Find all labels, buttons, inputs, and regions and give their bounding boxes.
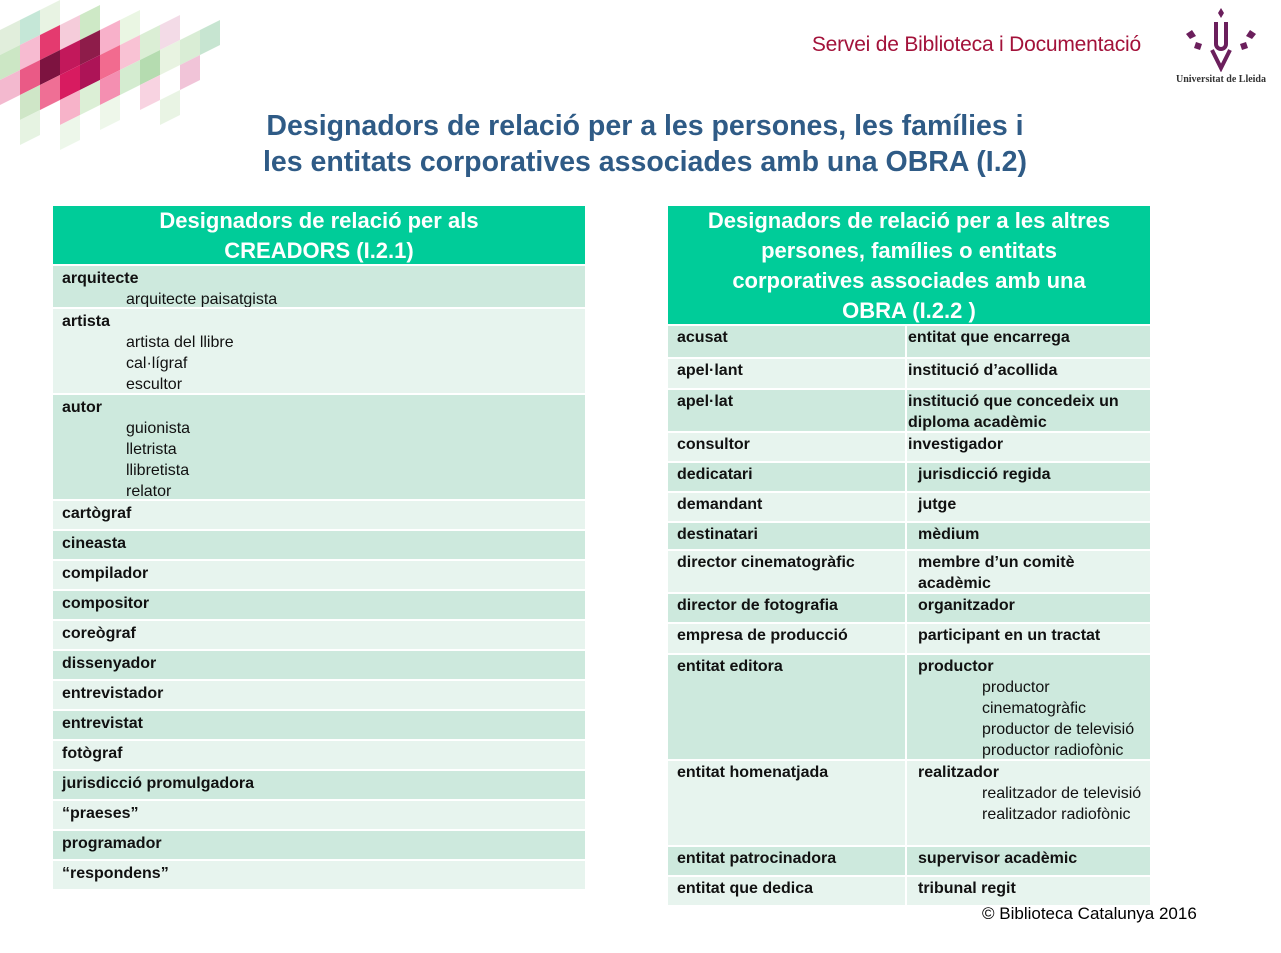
university-logo	[1166, 6, 1276, 92]
designator-term: fotògraf	[62, 745, 123, 762]
designator-term: autor	[62, 399, 102, 416]
designator-term-right: realitzador	[918, 764, 999, 781]
university-name: Universitat de Lleida	[1176, 74, 1266, 85]
table-row	[53, 679, 585, 709]
designator-cell-right	[907, 761, 1150, 845]
designator-term: dissenyador	[62, 655, 157, 672]
table-row	[53, 589, 585, 619]
page-title	[180, 108, 1110, 180]
designator-subterm: llibretista	[126, 462, 190, 479]
designator-term-left: entitat editora	[668, 655, 907, 759]
designator-term-right: entitat que encarrega	[908, 329, 1070, 346]
designator-subterm: escultor	[126, 376, 183, 393]
designator-subterm: guionista	[126, 420, 191, 437]
designator-term-left: demandant	[668, 493, 907, 521]
designator-term: entrevistat	[62, 715, 143, 732]
table-row	[53, 859, 585, 889]
designator-term-right: jurisdicció regida	[918, 466, 1051, 483]
designator-subterm: realitzador de televisió	[982, 785, 1142, 802]
table-row	[668, 592, 1150, 622]
designator-term-right: participant en un tractat	[918, 627, 1101, 644]
designator-term-left: entitat patrocinadora	[668, 847, 907, 875]
designator-term-right: tribunal regit	[918, 880, 1016, 897]
table-row	[668, 549, 1150, 592]
designator-term: cartògraf	[62, 505, 132, 522]
designator-subterm: relator	[126, 483, 172, 499]
designator-term-right: supervisor acadèmic	[918, 850, 1078, 867]
designator-term-left: entitat homenatjada	[668, 761, 907, 845]
designator-term: compositor	[62, 595, 150, 612]
table-row	[53, 499, 585, 529]
table-row	[53, 709, 585, 739]
designator-subterm: lletrista	[126, 441, 177, 458]
table-row	[668, 388, 1150, 431]
service-name: Servei de Biblioteca i Documentació	[811, 33, 1141, 56]
creators-header-line-1: Designadors de relació per als	[159, 208, 479, 233]
designator-term-right: jutge	[918, 496, 957, 513]
table-row	[668, 357, 1150, 388]
designator-term-left: consultor	[668, 433, 907, 461]
designator-term-left: director de fotografia	[668, 594, 907, 622]
designator-term: “praeses”	[62, 805, 139, 822]
designator-term-left: entitat que dedica	[668, 877, 907, 905]
table-row	[53, 393, 585, 499]
designator-term-left: destinatari	[668, 523, 907, 549]
table-row	[668, 875, 1150, 905]
designator-term: arquitecte	[62, 270, 139, 287]
others-header-line-3: corporatives associades amb una	[732, 268, 1086, 293]
designator-term: programador	[62, 835, 162, 852]
designator-term-left: empresa de producció	[668, 624, 907, 653]
table-row	[668, 491, 1150, 521]
others-header-line-2: persones, famílies o entitats	[761, 238, 1057, 263]
copyright-footer: © Biblioteca Catalunya 2016	[982, 904, 1197, 923]
designator-subterm: productor de televisió	[982, 721, 1135, 738]
table-row	[668, 845, 1150, 875]
designator-term-right: membre d’un comitè acadèmic	[918, 554, 1075, 592]
others-header-line-1: Designadors de relació per a les altres	[707, 208, 1111, 233]
designator-term: jurisdicció promulgadora	[62, 775, 255, 792]
table-row	[53, 307, 585, 393]
designator-term-left: apel·lat	[668, 390, 907, 431]
table-row	[668, 324, 1150, 357]
designator-term-right: productor	[918, 658, 994, 675]
university-emblem-icon	[1176, 6, 1266, 72]
table-row	[53, 829, 585, 859]
creators-header-line-2: CREADORS (I.2.1)	[224, 238, 414, 263]
table-row	[53, 619, 585, 649]
designator-term: artista	[62, 313, 111, 330]
table-row	[668, 759, 1150, 845]
designator-subterm: productor radiofònic	[982, 742, 1124, 759]
designator-term-right: institució d’acollida	[908, 362, 1058, 379]
table-row	[668, 521, 1150, 549]
others-table-header	[668, 206, 1150, 324]
designator-term: coreògraf	[62, 625, 136, 642]
table-row	[668, 653, 1150, 759]
designator-subterm: cal·lígraf	[126, 355, 188, 372]
table-row	[668, 431, 1150, 461]
table-row	[53, 769, 585, 799]
designator-term: cineasta	[62, 535, 127, 552]
table-row	[668, 461, 1150, 491]
designator-term: “respondens”	[62, 865, 169, 882]
designator-subterm: arquitecte paisatgista	[126, 291, 278, 307]
creators-table	[53, 206, 585, 889]
designator-term-right: organitzador	[918, 597, 1015, 614]
creators-table-header	[53, 206, 585, 264]
designator-term-right: institució que concedeix un diploma acadèmic	[908, 393, 1119, 431]
designator-term-right: mèdium	[918, 526, 980, 543]
designator-subterm: realitzador radiofònic	[982, 806, 1131, 823]
others-table	[668, 206, 1150, 905]
designator-term: entrevistador	[62, 685, 164, 702]
table-row	[53, 799, 585, 829]
designator-term-left: director cinematogràfic	[668, 551, 907, 592]
designator-term: compilador	[62, 565, 149, 582]
designator-term-right: investigador	[908, 436, 1004, 453]
designator-subterm: artista del llibre	[126, 334, 234, 351]
designator-term-left: apel·lant	[668, 359, 907, 388]
table-row	[53, 264, 585, 307]
table-row	[53, 559, 585, 589]
table-row	[53, 529, 585, 559]
table-row	[53, 649, 585, 679]
designator-subterm: productor cinematogràfic	[982, 679, 1087, 717]
designator-term-left: acusat	[668, 326, 907, 357]
title-line-1: Designadors de relació per a les persones, les famílies i	[266, 110, 1024, 142]
designator-cell-right	[907, 655, 1150, 759]
others-header-line-4: OBRA (I.2.2 )	[842, 298, 976, 323]
table-row	[668, 622, 1150, 653]
title-line-2: les entitats corporatives associades amb una OBRA (I.2)	[263, 146, 1027, 178]
table-row	[53, 739, 585, 769]
designator-term-left: dedicatari	[668, 463, 907, 491]
